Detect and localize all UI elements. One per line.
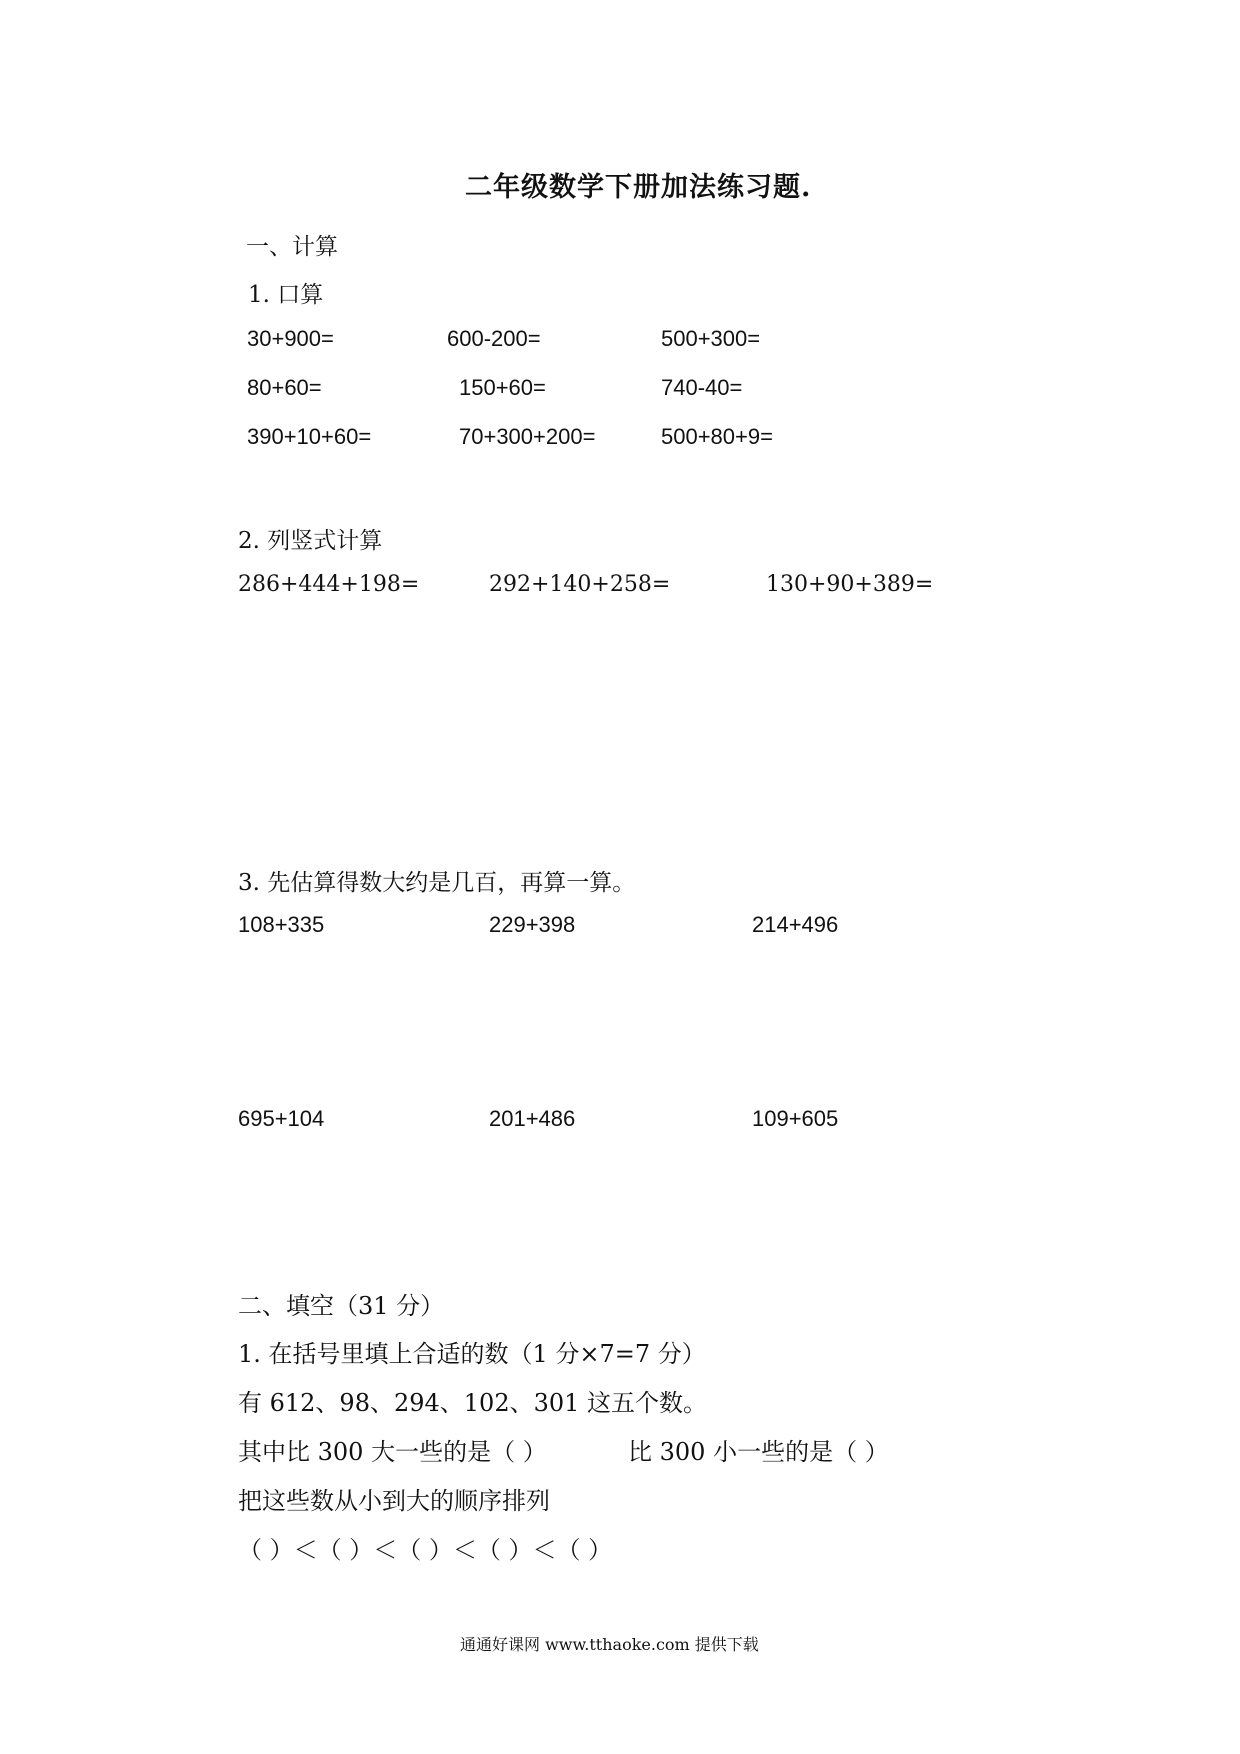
mental-math-item: 150+60= [459, 375, 546, 400]
mental-math-item: 500+300= [661, 326, 761, 351]
question-label-mental-math: 1. 口算 [248, 282, 324, 308]
vertical-calculation-item: 292+140+258= [489, 572, 671, 597]
compare-greater-blank: 其中比 300 大一些的是（ ） [238, 1438, 547, 1466]
mental-math-item: 500+80+9= [661, 424, 773, 449]
section-heading-fill-in: 二、填空（31 分） [238, 1292, 445, 1320]
question-label-estimation: 3. 先估算得数大约是几百，再算一算。 [238, 870, 636, 896]
mental-math-item: 600-200= [447, 326, 541, 351]
mental-math-item: 390+10+60= [247, 424, 372, 449]
question-label-vertical-calculation: 2. 列竖式计算 [238, 528, 383, 554]
estimation-item: 108+335 [238, 912, 325, 937]
estimation-item: 214+496 [752, 912, 839, 937]
given-numbers-text: 有 612、98、294、102、301 这五个数。 [238, 1389, 708, 1417]
page-footer: 通通好课网 www.tthaoke.com 提供下载 [460, 1635, 759, 1654]
estimation-item: 109+605 [752, 1106, 839, 1131]
mental-math-item: 70+300+200= [459, 424, 596, 449]
mental-math-item: 80+60= [247, 375, 322, 400]
estimation-item: 695+104 [238, 1106, 325, 1131]
estimation-item: 229+398 [489, 912, 576, 937]
page-title: 二年级数学下册加法练习题. [465, 172, 812, 203]
order-blanks: （ ）＜（ ）＜（ ）＜（ ）＜（ ） [238, 1536, 613, 1564]
estimation-item: 201+486 [489, 1106, 576, 1131]
section-heading-calculation: 一、计算 [246, 234, 338, 260]
order-instruction: 把这些数从小到大的顺序排列 [238, 1487, 550, 1515]
compare-less-blank: 比 300 小一些的是（ ） [628, 1438, 889, 1466]
vertical-calculation-item: 286+444+198= [238, 572, 420, 597]
question-label-fill-brackets: 1. 在括号里填上合适的数（1 分×7=7 分） [238, 1340, 706, 1368]
mental-math-item: 740-40= [661, 375, 743, 400]
vertical-calculation-item: 130+90+389= [766, 572, 934, 597]
mental-math-item: 30+900= [247, 326, 334, 351]
